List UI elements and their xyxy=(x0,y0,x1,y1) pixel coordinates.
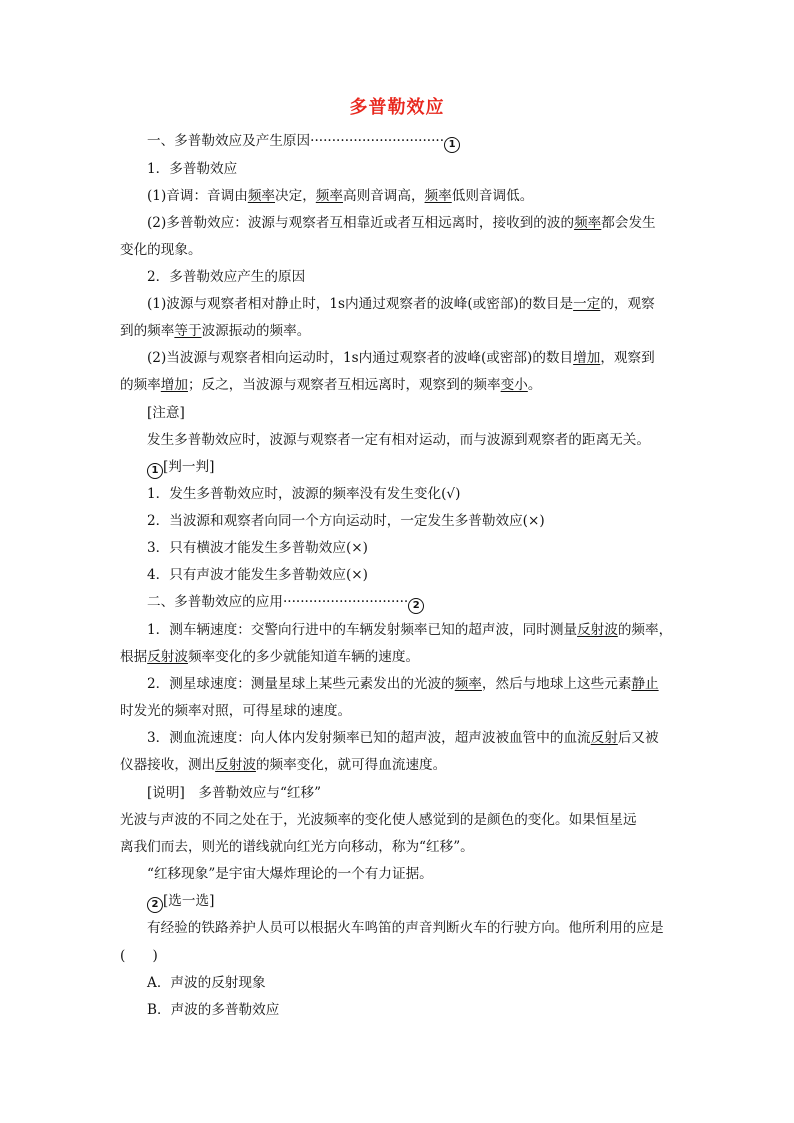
application-2-continued: 时发光的频率对照，可得星球的速度。 xyxy=(120,703,352,719)
question-text: 有经验的铁路养护人员可以根据火车鸣笛的声音判断火车的行驶方向。他所利用的应是 xyxy=(147,920,664,936)
option-b: B．声波的多普勒效应 xyxy=(147,1002,280,1018)
explain-text-1-continued: 离我们而去，则光的谱线就向红光方向移动，称为“红移”。 xyxy=(120,839,474,855)
note-text: 发生多普勒效应时，波源与观察者一定有相对运动，而与波源到观察者的距离无关。 xyxy=(147,432,650,448)
explain-text-1: 光波与声波的不同之处在于，光波频率的变化使人感觉到的是颜色的变化。如果恒星远 xyxy=(120,812,637,828)
application-3-continued: 仪器接收，测出反射波的频率变化，就可得血流速度。 xyxy=(120,757,447,773)
application-2-text: 2．测星球速度：测量星球上某些元素发出的光波的频率，然后与地球上这些元素静止 xyxy=(147,676,659,692)
section-1-heading: 一、多普勒效应及产生原因······························· 1 xyxy=(147,132,687,153)
item-2-heading: 2．多普勒效应产生的原因 xyxy=(147,269,306,285)
item-1b-text: (2)多普勒效应：波源与观察者互相靠近或者互相远离时，接收到的波的频率都会发生 xyxy=(147,215,656,231)
judge-item-1: 1．发生多普勒效应时，波源的频率没有发生变化(√) xyxy=(147,486,461,502)
item-2a-continued: 到的频率等于波源振动的频率。 xyxy=(120,323,311,339)
judge-item-2: 2．当波源和观察者向同一个方向运动时，一定发生多普勒效应(×) xyxy=(147,513,545,529)
judge-heading: 1 [判一判] xyxy=(147,458,687,479)
explain-label: [说明] 多普勒效应与“红移” xyxy=(147,785,322,801)
judge-item-3: 3．只有横波才能发生多普勒效应(×) xyxy=(147,540,368,556)
note-label: [注意] xyxy=(147,405,185,421)
item-1a-text: (1)音调：音调由频率决定，频率高则音调高，频率低则音调低。 xyxy=(147,188,534,204)
page-title: 多普勒效应 xyxy=(349,97,445,118)
application-1-continued: 根据反射波频率变化的多少就能知道车辆的速度。 xyxy=(120,649,420,665)
item-2b-continued: 的频率增加；反之，当波源与观察者互相远离时，观察到的频率变小。 xyxy=(120,377,542,393)
circled-one-marker: 1 xyxy=(147,463,163,479)
circled-one-marker: 1 xyxy=(444,137,460,153)
choose-heading: 2 [选一选] xyxy=(147,892,687,913)
item-1-heading: 1．多普勒效应 xyxy=(147,161,238,177)
item-2a-text: (1)波源与观察者相对静止时，1s内通过观察者的波峰(或密部)的数目是一定的，观察 xyxy=(147,296,655,312)
item-1b-continued: 变化的现象。 xyxy=(120,242,202,258)
option-a: A．声波的反射现象 xyxy=(147,975,266,991)
question-answer-paren: ( ) xyxy=(120,948,158,964)
judge-item-4: 4．只有声波才能发生多普勒效应(×) xyxy=(147,567,368,583)
section-2-heading: 二、多普勒效应的应用····························· 2 xyxy=(147,593,687,614)
circled-two-marker: 2 xyxy=(147,897,163,913)
item-2b-text: (2)当波源与观察者相向运动时，1s内通过观察者的波峰(或密部)的数目增加，观察到 xyxy=(147,350,655,366)
application-3-text: 3．测血流速度：向人体内发射频率已知的超声波，超声波被血管中的血流反射后又被 xyxy=(147,730,659,746)
application-1-text: 1．测车辆速度：交警向行进中的车辆发射频率已知的超声波，同时测量反射波的频率， xyxy=(147,622,673,638)
circled-two-marker: 2 xyxy=(408,598,424,614)
explain-text-2: “红移现象”是宇宙大爆炸理论的一个有力证据。 xyxy=(147,866,433,882)
